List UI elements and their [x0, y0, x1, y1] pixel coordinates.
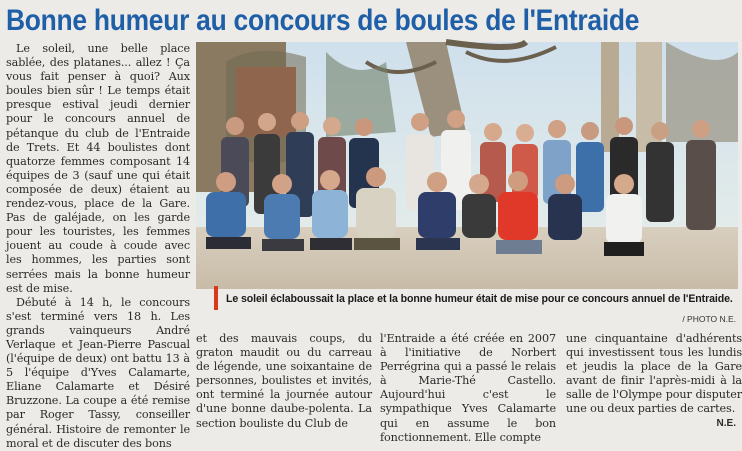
article-column-3	[380, 332, 556, 444]
headline: Bonne humeur au concours de boules de l'Entraide	[6, 4, 640, 37]
photo-caption: Le soleil éclaboussait la place et la bonne humeur était de mise pour ce concours annuel de l'Entraide.	[226, 293, 733, 305]
article-paragraph: Le soleil, une belle place sablée, des platanes... allez ! Ça vous fait penser à quoi? Aux boules bien sûr ! Le temps était presque estival jeudi dernier pour le concours annuel de pétanque du club de l'Entraide de Trets. Et 44 boulistes dont quatorze femmes composant 14 équipes de 3 (sauf une qui était composée de deux) étaient au rendez-vous, place de la Gare. Pas de galéjade, on les garde pour les touristes, les femmes jouent au coude à coude avec les hommes, les parties sont serrées mais la bonne humeur est de mise.	[6, 42, 190, 295]
article-paragraph: une cinquantaine d'adhérents qui investissent tous les lundis et jeudis la place de la Gare avant de finir l'après-midi à la salle de l'Olympe pour disputer une ou deux parties de cartes.	[566, 332, 742, 416]
article-column-2	[196, 332, 372, 432]
article-paragraph: Débuté à 14 h, le concours s'est terminé vers 18 h. Les grands vainqueurs André Verlaque et Jean-Pierre Pascual (l'équipe de deux) ont battu 13 à 5 l'équipe d'Yves Calamarte, Eliane Calamarte et Désiré Bruzzone. La coupe a été remise par Roger Tassy, conseiller général. Histoire de remonter le moral et de discuter des bons	[6, 295, 190, 450]
article-column-left	[6, 42, 190, 450]
group-photo	[196, 42, 738, 289]
article-paragraph: l'Entraide a été créée en 2007 à l'initiative de Norbert Perrégrina qui a passé le relais à Marie-Thé Castello. Aujourd'hui c'est le sympathique Yves Calamarte qui en assume le bon fonctionnement. Elle compte	[380, 332, 556, 444]
photo-credit: / PHOTO N.E.	[682, 314, 736, 324]
article-column-4	[566, 332, 742, 432]
photo-caption-block	[214, 292, 740, 312]
caption-accent-bar	[214, 286, 218, 310]
article-paragraph: et des mauvais coups, du graton maudit ou du carreau de légende, une soixantaine de personnes, boulistes et invités, ont terminé la journée autour d'une bonne daube-polenta. La section bouliste du Club de	[196, 332, 372, 430]
group-photo-illustration	[196, 42, 738, 289]
author-signature: N.E.	[716, 418, 736, 429]
